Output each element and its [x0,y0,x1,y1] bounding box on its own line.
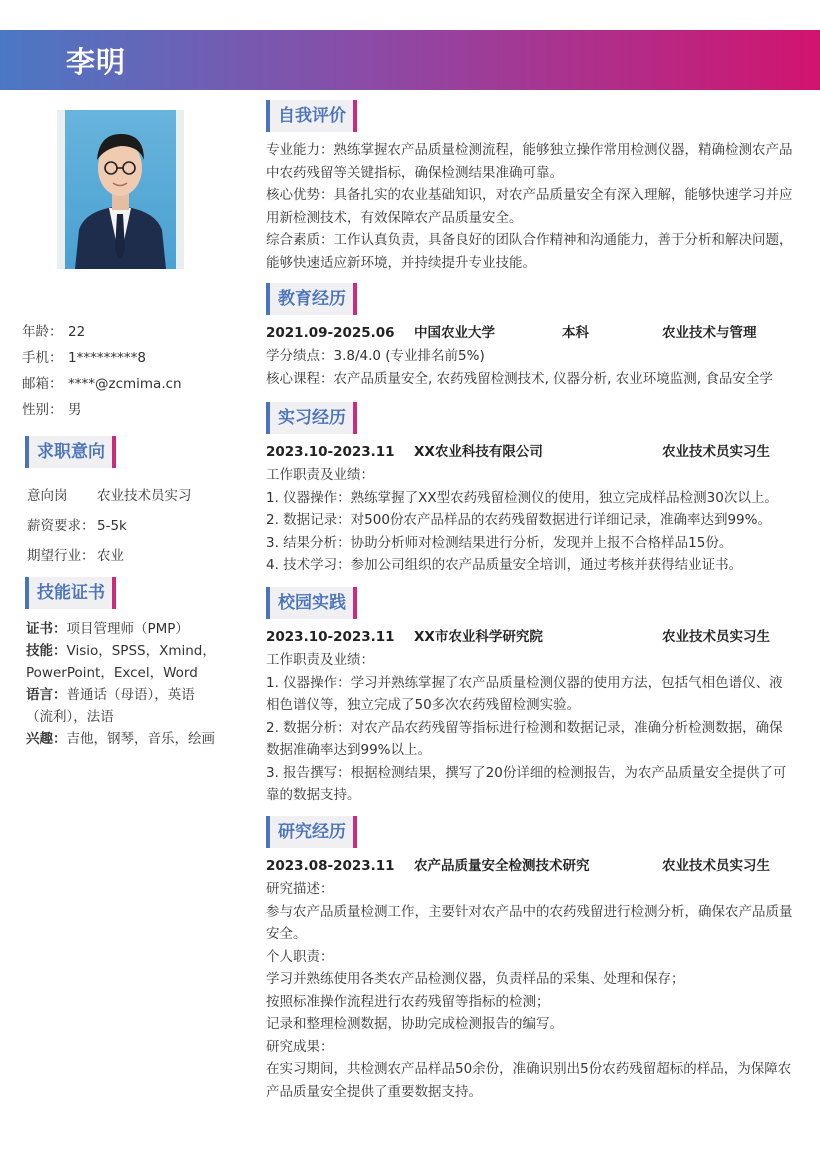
intent-industry: 期望行业： 农业 [27,548,124,564]
skills-list [26,618,216,750]
self-eval-text: 专业能力：熟练掌握农产品质量检测流程，能够独立操作常用检测仪器，精确检测农产品中农药残留等关键指标，确保检测结果准确可靠。 核心优势：具备扎实的农业基础知识，对农产品质量安全有深入理解，能够快速学习并应用新检测技术，有效保障农产品质量安全。 综合素质：工作认真负责，具备良好的团队合作精神和沟通能力，善于分析和解决问题，能够快速适应新环境，并持续提升专业技能。 [266,142,793,271]
skill-interests: 兴趣：吉他，钢琴，音乐，绘画 [26,731,215,747]
internship-details: 工作职责及业绩： 1. 仪器操作：熟练掌握了XX型农药残留检测仪的使用，独立完成样品检测30次以上。 2. 数据记录：对500份农产品样品的农药残留数据进行详细记录，准确率达到99%。 3. 结果分析：协助分析师对检测结果进行分析，发现并上报不合格样品15份。 4. 技术学习：参加公司组织的农产品质量安全培训，通过考核并获得结业证书。 [266,467,778,573]
internship-section-title: 实习经历 [266,402,357,434]
education-details: 学分绩点：3.8/4.0 (专业排名前5%) 核心课程：农产品质量安全, 农药残留检测技术, 仪器分析, 农业环境监测, 食品安全学 [266,348,773,387]
intent-section-title: 求职意向 [25,436,116,468]
campus-details: 工作职责及业绩： 1. 仪器操作：学习并熟练掌握了农产品质量检测仪器的使用方法，包括气相色谱仪、液相色谱仪等，独立完成了50多次农药残留检测实验。 2. 数据分析：对农产品农药残留等指标进行检测和数据记录，准确分析检测数据，确保数据准确率达到99%以上。 3. 报告撰写：根据检测结果，撰写了20份详细的检测报告，为农产品质量安全提供了可靠的数据支持。 [266,652,787,803]
profile-photo [57,110,184,269]
research-section-title: 研究经历 [266,816,357,848]
skill-cert: 证书：项目管理师（PMP） [26,621,189,637]
candidate-name: 李明 [66,45,127,79]
skill-language: 语言：普通话（母语），英语（流利），法语 [26,687,195,725]
portrait-image [65,110,176,269]
intent-position: 意向岗 农业技术员实习 [27,488,192,504]
info-age: 年龄： 22 [22,324,86,340]
self-eval-section-title: 自我评价 [266,100,357,132]
skill-tools: 技能：Visio，SPSS，Xmind，PowerPoint，Excel，Word [26,643,216,681]
campus-section-title: 校园实践 [266,587,357,619]
intent-salary: 薪资要求： 5-5k [27,518,127,534]
skills-section-title: 技能证书 [25,577,116,609]
education-section-title: 教育经历 [266,283,357,315]
header-banner [0,30,820,90]
info-phone: 手机： 1*********8 [22,350,146,366]
info-gender: 性别： 男 [22,402,82,418]
research-details: 研究描述： 参与农产品质量检测工作，主要针对农产品中的农药残留进行检测分析，确保农产品质量安全。 个人职责： 学习并熟练使用各类农产品检测仪器，负责样品的采集、处理和保存； 按照标准操作流程进行农药残留等指标的检测； 记录和整理检测数据，协助完成检测报告的编写。 研究成果： 在实习期间，共检测农产品样品50余份，准确识别出5份农药残留超标的样品，为保障农产品质量安全提供了重要数据支持。 [266,881,793,1100]
info-email: 邮箱： ****@zcmima.cn [22,376,182,392]
